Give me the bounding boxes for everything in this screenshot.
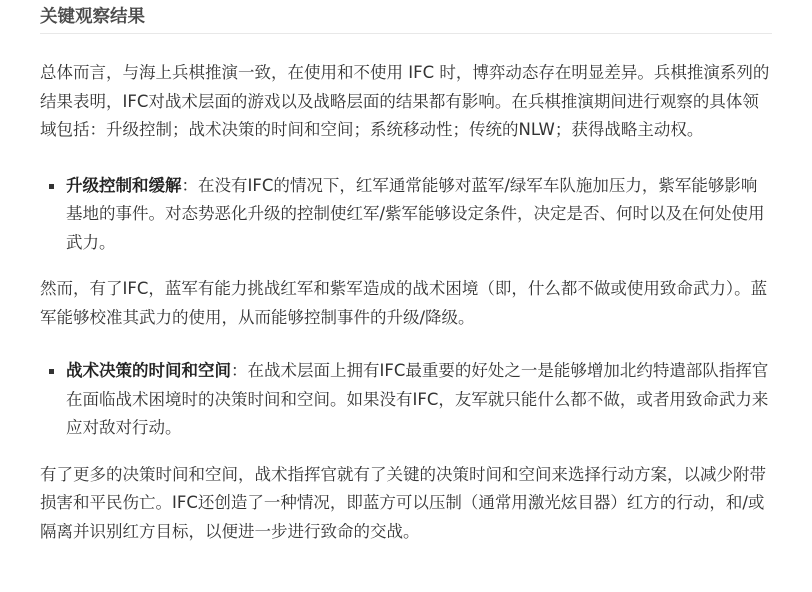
list-item-decision-time-space (40, 357, 772, 443)
paragraph-after-item-2: 有了更多的决策时间和空间，战术指挥官就有了关键的决策时间和空间来选择行动方案，以减少附带损害和平民伤亡。IFC还创造了一种情况，即蓝方可以压制（通常用激光炫目器）红方的行动，和/或隔离并识别红方目标，以便进一步进行致命的交战。 (40, 464, 766, 541)
list-item-text: 在没有IFC的情况下，红军通常能够对蓝军/绿军车队施加压力，紫军能够影响基地的事件。对态势恶化升级的控制使红军/紫军能够设定条件，决定是否、何时以及在何处使用武力。 (66, 175, 765, 252)
list-item-separator: ： (231, 361, 248, 380)
bullet-icon (49, 184, 54, 189)
observation-list-2 (40, 357, 772, 443)
list-item-text: 在战术层面上拥有IFC最重要的好处之一是能够增加北约特遣部队指挥官在面临战术困境时的决策时间和空间。如果没有IFC，友军就只能什么都不做，或者用致命武力来应对敌对行动。 (66, 361, 769, 437)
list-item-escalation-control (40, 172, 772, 258)
list-item-term: 升级控制和缓解 (66, 175, 182, 195)
paragraph-after-item-1: 然而，有了IFC，蓝军有能力挑战红军和紫军造成的战术困境（即，什么都不做或使用致命武力）。蓝军能够校准其武力的使用，从而能够控制事件的升级/降级。 (40, 279, 768, 327)
intro-paragraph: 总体而言，与海上兵棋推演一致，在使用和不使用 IFC 时，博弈动态存在明显差异。兵棋推演系列的结果表明，IFC对战术层面的游戏以及战略层面的结果都有影响。在兵棋推演期间进行观察的具体领域包括：升级控制；战术决策的时间和空间；系统移动性；传统的NLW；获得战略主动权。 (40, 63, 770, 139)
observation-list-1 (40, 172, 772, 258)
section-heading: 关键观察结果 (40, 0, 772, 34)
list-item-term: 战术决策的时间和空间 (66, 361, 231, 380)
list-item-separator: ： (181, 175, 198, 195)
bullet-icon (49, 369, 54, 374)
